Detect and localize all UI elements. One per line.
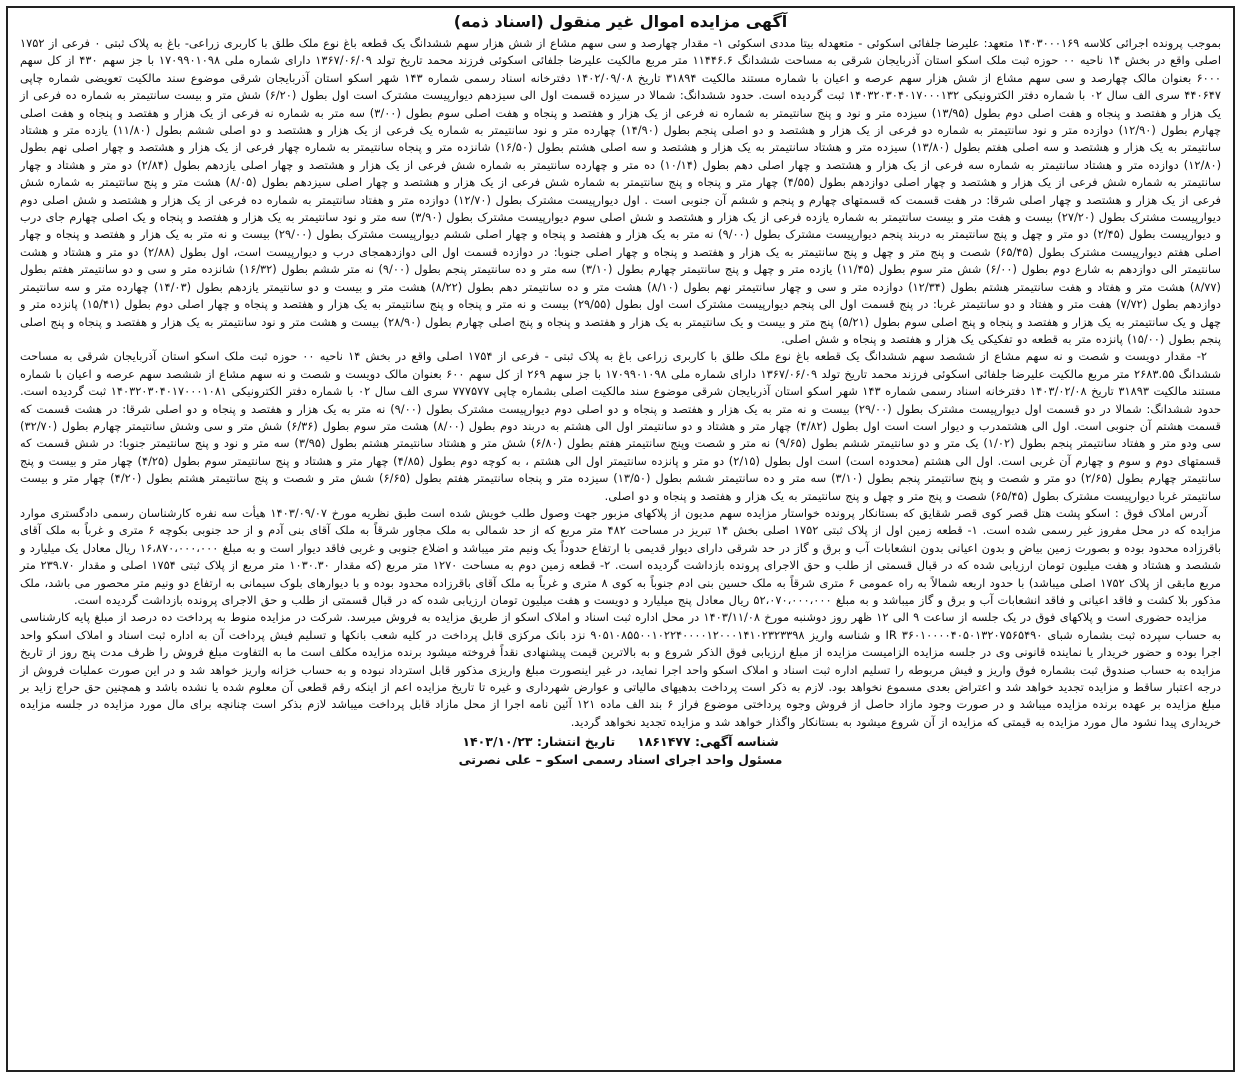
publish-date: [462, 733, 615, 751]
notice-paragraph-2: ۲- مقدار دویست و شصت و نه سهم مشاع از ششصد سهم ششدانگ یک قطعه باغ نوع ملک طلق با کاربری زراعی باغ به پلاک ثبتی - فرعی از ۱۷۵۴ اصلی واقع در بخش ۱۴ ناحیه ۰۰ حوزه ثبت ملک اسکو استان آذربایجان شرقی به مساحت ششدانگ ۲۶۸۳.۵۵ متر مربع مالکیت علیرضا جلفائی اسکوئی فرزند محمد تاریخ تولد ۱۳۶۷/۰۶/۰۹ دارای شماره ملی ۱۷۰۹۹۰۱۰۹۸ با جز سهم ۲۶۹ از کل سهم ۶۰۰ بعنوان مالک دویست و شصت و نه سهم مشاع از ششصد سهم عرصه و اعیان با شماره مستند مالکیت ۳۱۸۹۳ تاریخ ۱۴۰۳/۰۲/۰۸ دفترخانه اسناد رسمی شماره ۱۴۳ شهر اسکو استان آذربایجان شرقی موضوع سند مالکیت اصلی بشماره چاپی ۷۷۷۵۷۷ سری الف سال ۰۲ با شماره دفتر الکترونیکی ۱۴۰۳۲۰۳۰۴۰۱۷۰۰۰۱۰۸۱ ثبت گردیده است. حدود ششدانگ: شمالا در دو قسمت اول دیوارپیست مشترک بطول (۲۹/۰۰) بیست و نه متر به یک هزار و هفتصد و پنجاه و دو اصلی دوم دیوارپیست مشترک بطول (۹/۰۰) نه متر به یک هزار و هفتصد و پنجاه و دو اصلی شرقا: در هشت قسمت که قسمت هشتم آن جنوبی است. اول الی هشتمدرب و دیوار است است اول بطول (۴/۸۲) چهار متر و هشتاد و دو سانتیمتر اول الی هشتم به دربند دوم بطول (۸/۰۰) هشت متر سوم بطول (۶/۳۶) شش متر و سی وشش سانتیمتر چهارم بطول (۳۲/۷۰) سی ودو متر و هفتاد سانتیمتر پنجم بطول (۱/۰۲) یک متر و دو سانتیمتر ششم بطول (۹/۶۵) نه متر و شصت وپنج سانتیمتر هفتم بطول (۶/۸۰) شش متر و هشتاد سانتیمتر هشتم بطول (۳/۹۵) سه متر و نود و پنج سانتیمتر جنوبا: در شش قسمت که قسمتهای دوم و سوم و چهارم آن غربی است. اول الی هشتم (محدوده است) است اول بطول (۲/۱۵) دو متر و پانزده سانتیمتر اول الی هشتم ، به کوچه دوم بطول (۴/۸۵) چهار متر و هشتاد و پنج سانتیمتر سوم بطول (۴/۲۵) چهار متر و بیست و پنج سانتیمتر چهارم بطول (۲/۶۵) دو متر و شصت و پنج سانتیمتر پنجم بطول (۳/۱۰) سه متر و ده سانتیمتر ششم بطول (۱۳/۵۰) سیزده متر و پنجاه سانتیمتر هفتم بطول (۶/۶۵) شش متر و شصت و پنج سانتیمتر هشتم بطول (۴/۲۰) چهار متر و بیست سانتیمتر غربا دیوارپیست مشترک بطول (۶۵/۴۵) شصت و پنج متر و چهل و پنج سانتیمتر به یک هزار و هفتصد و پنجاه و دو اصلی.: [20, 349, 1222, 503]
notice-frame: [6, 6, 1235, 1072]
ad-id-value: ۱۸۶۱۴۷۷: [637, 734, 691, 750]
notice-paragraph-4: مزایده حضوری است و پلاکهای فوق در یک جلسه از ساعت ۹ الی ۱۲ ظهر روز دوشنبه مورخ ۱۴۰۳/۱۱/۰۸ در محل اداره ثبت اسناد و املاک اسکو از طریق مزایده به فروش میرسد. شرکت در مزایده منوط به پرداخت ده درصد از مبلغ پایه کارشناسی به حساب سپرده ثبت بشماره شبای IR ۳۶۰۱۰۰۰۰۴۰۵۰۱۳۲۰۷۵۶۵۴۹۰ و شناسه واریز ۹۰۵۱۰۸۵۵۰۰۱۰۲۲۴۰۰۰۰۱۲۰۰۰۱۴۱۰۲۳۲۳۳۹۸ نزد بانک مرکزی قابل پرداخت در کلیه شعب بانکها و تسلیم فیش پرداخت آن به اداره ثبت اسناد و املاک اسکو واحد اجرا بوده و حضور خریدار یا نماینده قانونی وی در جلسه مزایده الزامیست مزایده از مبلغ ارزیابی فوق الذکر شروع و به بالاترین قیمت پیشنهادی نقداً فروخته میشود برنده مزایده مکلف است ما به التفاوت مبلغ فروش را ظرف مدت پنج روز از تاریخ مزایده به حساب صندوق ثبت بشماره فوق واریز و فیش مربوطه را تسلیم اداره ثبت اسناد و املاک اسکو واحد اجرا نماید، در غیر اینصورت مبلغ واریزی مذکور قابل استرداد نبوده و به حساب خزانه واریز خواهد شد و در این صورت عملیات فروش از درجه اعتبار ساقط و مزایده تجدید خواهد شد و اعتراض بعدی مسموع نخواهد بود. لازم به ذکر است پرداخت بدهیهای مالیاتی و عوارض شهرداری و غیره تا تاریخ مزایده اعم از اینکه رقم قطعی آن معلوم شده یا نشده باشد و همچنین حق حراج زاید بر مبلغ مزایده بر عهده برنده مزایده میباشد و در صورت وجود مازاد حاصل از فروش وجوه پرداختی موضوع فراز ۶ بند الف ماده ۱۲۱ آئین نامه اجرا از محل مازاد قابل پرداخت میباشد لازم بذکر است چنانچه برای مال مورد مزایده در جلسه مزایده خریداری پیدا نشود مال مورد مزایده به قیمتی که مزایده از آن شروع میشود به بستانکار واگذار خواهد شد و مزایده تجدید نخواهد گردید.: [20, 610, 1221, 729]
notice-title: آگهی مزایده اموال غیر منقول (اسناد ذمه): [453, 12, 788, 31]
publish-date-label: تاریخ انتشار:: [536, 734, 616, 750]
ad-id: [637, 733, 779, 751]
publish-date-value: ۱۴۰۳/۱۰/۲۳: [462, 734, 533, 750]
notice-paragraph-3: آدرس املاک فوق : اسکو پشت هتل قصر کوی قصر شقایق که بستانکار پرونده خواستار مزایده سهم مدیون از پلاکهای مزبور جهت وصول طلب خویش شده است طبق نظریه مورخ ۱۴۰۳/۰۹/۰۷ هیأت سه نفره کارشناسان رسمی دادگستری موارد مزایده که در محل مفروز غیر رسمی شده است. ۱- قطعه زمین اول از پلاک ثبتی ۱۷۵۲ اصلی بخش ۱۴ تبریز در مساحت ۴۸۲ متر مربع که از حد شمالی به ملک مجاور شرقاً به ملک آقای بنی آدم و از حد جنوبی بکوچه ۶ متری و غرباً به ملک آقای باقرزاده محدود بوده و بصورت زمین بیاض و بدون اعیانی بدون انشعابات آب و برق و گاز در حد شرقی دارای دیوار قدیمی با ارتفاع حدوداً یک ونیم متر میباشد و اضلاع جنوبی و غربی فاقد دیوار است و به مبلغ ۱۶،۸۷۰،۰۰۰،۰۰۰ ریال معادل یک میلیارد و ششصد و هشتاد و هفت میلیون تومان ارزیابی شده که در قبال قسمتی از طلب و حق الاجرای پرونده بازداشت گردیده است. ۲- قطعه زمین دوم به مساحت ۱۲۷۰ متر مربع (که مقدار ۱۰۳۰.۳۰ متر مربع از پلاک ثبتی ۱۷۵۴ اصلی و مقدار ۲۳۹.۷۰ متر مربع مابقی از پلاک ۱۷۵۲ اصلی میباشد) با حدود اربعه شمالاً به راه عمومی ۶ متری شرقاً به ملک حسین بنی ادم جنوباً به کوی ۸ متری و غرباً به ملک آقای باقرزاده محدود بوده و با دیوارهای بلوک سیمانی به ارتفاع دو ونیم متر محصور می باشد، ملک مذکور بلا کشت و فاقد اعیانی و فاقد انشعابات آب و برق و گاز میباشد و به مبلغ ۵۲،۰۷۰،۰۰۰،۰۰۰ ریال معادل پنج میلیارد و دویست و هفت میلیون تومان ارزیابی شده که در قبال قسمتی از طلب و حق الاجرای پرونده بازداشت گردیده است.: [20, 505, 1222, 607]
ad-meta-row: [20, 733, 1221, 751]
signature-line: مسئول واحد اجرای اسناد رسمی اسکو – علی نصرتی: [458, 752, 783, 768]
ad-id-label: شناسه آگهی:: [694, 734, 779, 750]
notice-paragraph-1: بموجب پرونده اجرائی کلاسه ۱۴۰۳۰۰۰۱۶۹ متعهد: علیرضا جلفائی اسکوئی - متعهدله بیتا مددی اسکوئی ۱- مقدار چهارصد و سی سهم مشاع از شش هزار سهم ششدانگ یک قطعه باغ نوع ملک طلق با کاربری زراعی- باغ به پلاک ثبتی ۰ فرعی از ۱۷۵۲ اصلی واقع در بخش ۱۴ ناحیه ۰۰ حوزه ثبت ملک اسکو استان آذربایجان شرقی به مساحت ششدانگ ۱۱۴۴۶.۶ متر مربع مالکیت علیرضا جلفائی اسکوئی فرزند محمد تاریخ تولد ۱۳۶۷/۰۶/۰۹ دارای شماره ملی ۱۷۰۹۹۰۱۰۹۸ با جز سهم ۴۳۰ از کل سهم ۶۰۰۰ بعنوان مالک چهارصد و سی سهم مشاع از شش هزار سهم عرصه و اعیان با شماره مستند مالکیت ۳۱۸۹۴ تاریخ ۱۴۰۲/۰۹/۰۸ دفترخانه اسناد رسمی شماره ۱۴۳ شهر اسکو استان آذربایجان شرقی موضوع سند مالکیت تعویضی شماره چاپی ۴۴۰۶۴۷ سری الف سال ۰۲ با شماره دفتر الکترونیکی ۱۴۰۳۲۰۳۰۴۰۱۷۰۰۰۱۳۲ ثبت گردیده است. حدود ششدانگ: شمالا در سیزده قسمت اول الی سیزدهم دیوارپیست مشترک است اول بطول (۶/۲۰) شش متر و بیست سانتیمتر به شماره ده فرعی از یک هزار و هفتصد و پنجاه و هفت اصلی دوم بطول (۱۳/۹۵) سیزده متر و نود و پنج سانتیمتر به شماره نه فرعی از یک هزار و هفتصد و پنجاه و هفت اصلی سوم بطول (۳/۰۰) سه متر به شماره نه فرعی از یک هزار و هفتصد و پنجاه و هفت اصلی چهارم بطول (۱۲/۹۰) دوازده متر و نود سانتیمتر به شماره دو فرعی از یک هزار و هشتصد و دو اصلی پنجم بطول (۱۴/۹۰) چهارده متر و نود سانتیمتر به شماره یک فرعی از یک هزار و هشتصد و دو اصلی ششم بطول (۱۱/۸۰) یازده متر و هشتاد سانتیمتر به یک هزار و هشتصد و سه اصلی هفتم بطول (۱۳/۸۰) سیزده متر و هشتاد سانتیمتر به یک هزار و هشتصد و سه اصلی هشتم بطول (۱۶/۵۰) شانزده متر و پنجاه سانتیمتر به شماره چهار فرعی از یک هزار و هشتصد و چهار اصلی نهم بطول (۱۲/۸۰) دوازده متر و هشتاد سانتیمتر به شماره سه فرعی از یک هزار و هشتصد و چهار اصلی دهم بطول (۱۰/۱۴) ده متر و چهارده سانتیمتر به شماره شش فرعی از یک هزار و هشتصد و چهار اصلی یازدهم بطول (۲/۸۴) دو متر و هشتاد و چهار سانتیمتر به شماره شش فرعی از یک هزار و هشتصد و چهار اصلی دوازدهم بطول (۴/۵۵) چهار متر و پنجاه و پنج سانتیمتر به شماره شش فرعی از یک هزار و هشتصد و چهار اصلی سیزدهم بطول (۸/۰۵) هشت متر و پنج سانتیمتر به شماره شش فرعی از یک هزار و هشتصد و چهار اصلی شرقا: در هفت قسمت که قسمتهای چهارم و پنجم و ششم آن جنوبی است . اول دیوارپیست مشترک بطول (۱۲/۷۰) دوازده متر و هفتاد سانتیمتر به شماره ده فرعی از یک هزار و هشتصد و شش اصلی دوم دیوارپیست مشترک بطول (۲۷/۲۰) بیست و هفت متر و بیست سانتیمتر به شماره یازده فرعی از یک هزار و هشتصد و شش اصلی سوم دیوارپیست مشترک بطول (۳/۹۰) سه متر و نود سانتیمتر به یک هزار و هفتصد و پنجاه و یک اصلی چهارم جای درب و دیوارپیست بطول (۲/۴۵) دو متر و چهل و پنج سانتیمتر به دربند پنجم دیوارپیست مشترک بطول (۹/۰۰) نه متر به یک هزار و هفتصد و پنجاه و چهار اصلی ششم دیوارپیست مشترک بطول (۲۹/۰۰) بیست و نه متر به یک هزار و هفتصد و پنجاه و چهار اصلی هفتم دیوارپیست مشترک بطول (۶۵/۴۵) شصت و پنج متر و چهل و پنج سانتیمتر به یک هزار و هفتصد و پنجاه و چهار اصلی جنوبا: در دوازده قسمت اول الی دوازدهمجای درب و دیوارپیست است، اول بطول (۲/۸۸) دو متر و هشتاد و هشت سانتیمتر الی دوازدهم به شارع دوم بطول (۶/۰۰) شش متر سوم بطول (۱۱/۴۵) یازده متر و چهل و پنج سانتیمتر چهارم بطول (۳/۱۰) سه متر و ده سانتیمتر پنجم بطول (۹/۰۰) نه متر ششم بطول (۱۶/۳۲) شانزده متر و سی و دو سانتیمتر هفتم بطول (۸/۷۷) هشت متر و هفتاد و هفت سانتیمتر هشتم بطول (۱۲/۳۴) دوازده متر و سی و چهار سانتیمتر نهم بطول (۸/۱۰) هشت متر و ده سانتیمتر دهم بطول (۸/۲۲) هشت متر و بیست و دو سانتیمتر یازدهم بطول (۱۴/۰۳) چهارده متر و سه سانتیمتر دوازدهم بطول (۷/۷۲) هفت متر و هفتاد و دو سانتیمتر غربا: در پنج قسمت اول الی پنجم دیوارپیست مشترک است اول بطول (۲۹/۵۵) بیست و نه متر و پنجاه و پنج سانتیمتر به یک هزار و هفتصد و پنجاه و چهار اصلی دوم بطول (۱۵/۴۱) پانزده متر و چهل و یک سانتیمتر به یک هزار و هفتصد و پنجاه و پنج اصلی سوم بطول (۵/۲۱) پنج متر و بیست و یک سانتیمتر به یک هزار و هفتصد و پنجاه و پنج اصلی چهارم بطول (۲۸/۹۰) بیست و هشت متر و نود سانتیمتر به یک هزار و هفتصد و پنجاه و پنج اصلی پنجم بطول (۱۵/۰۰) پانزده متر به قطعه دو تفکیکی یک هزار و هفتصد و پنجاه و شش اصلی.: [20, 36, 1222, 346]
notice-footer: [20, 733, 1221, 769]
